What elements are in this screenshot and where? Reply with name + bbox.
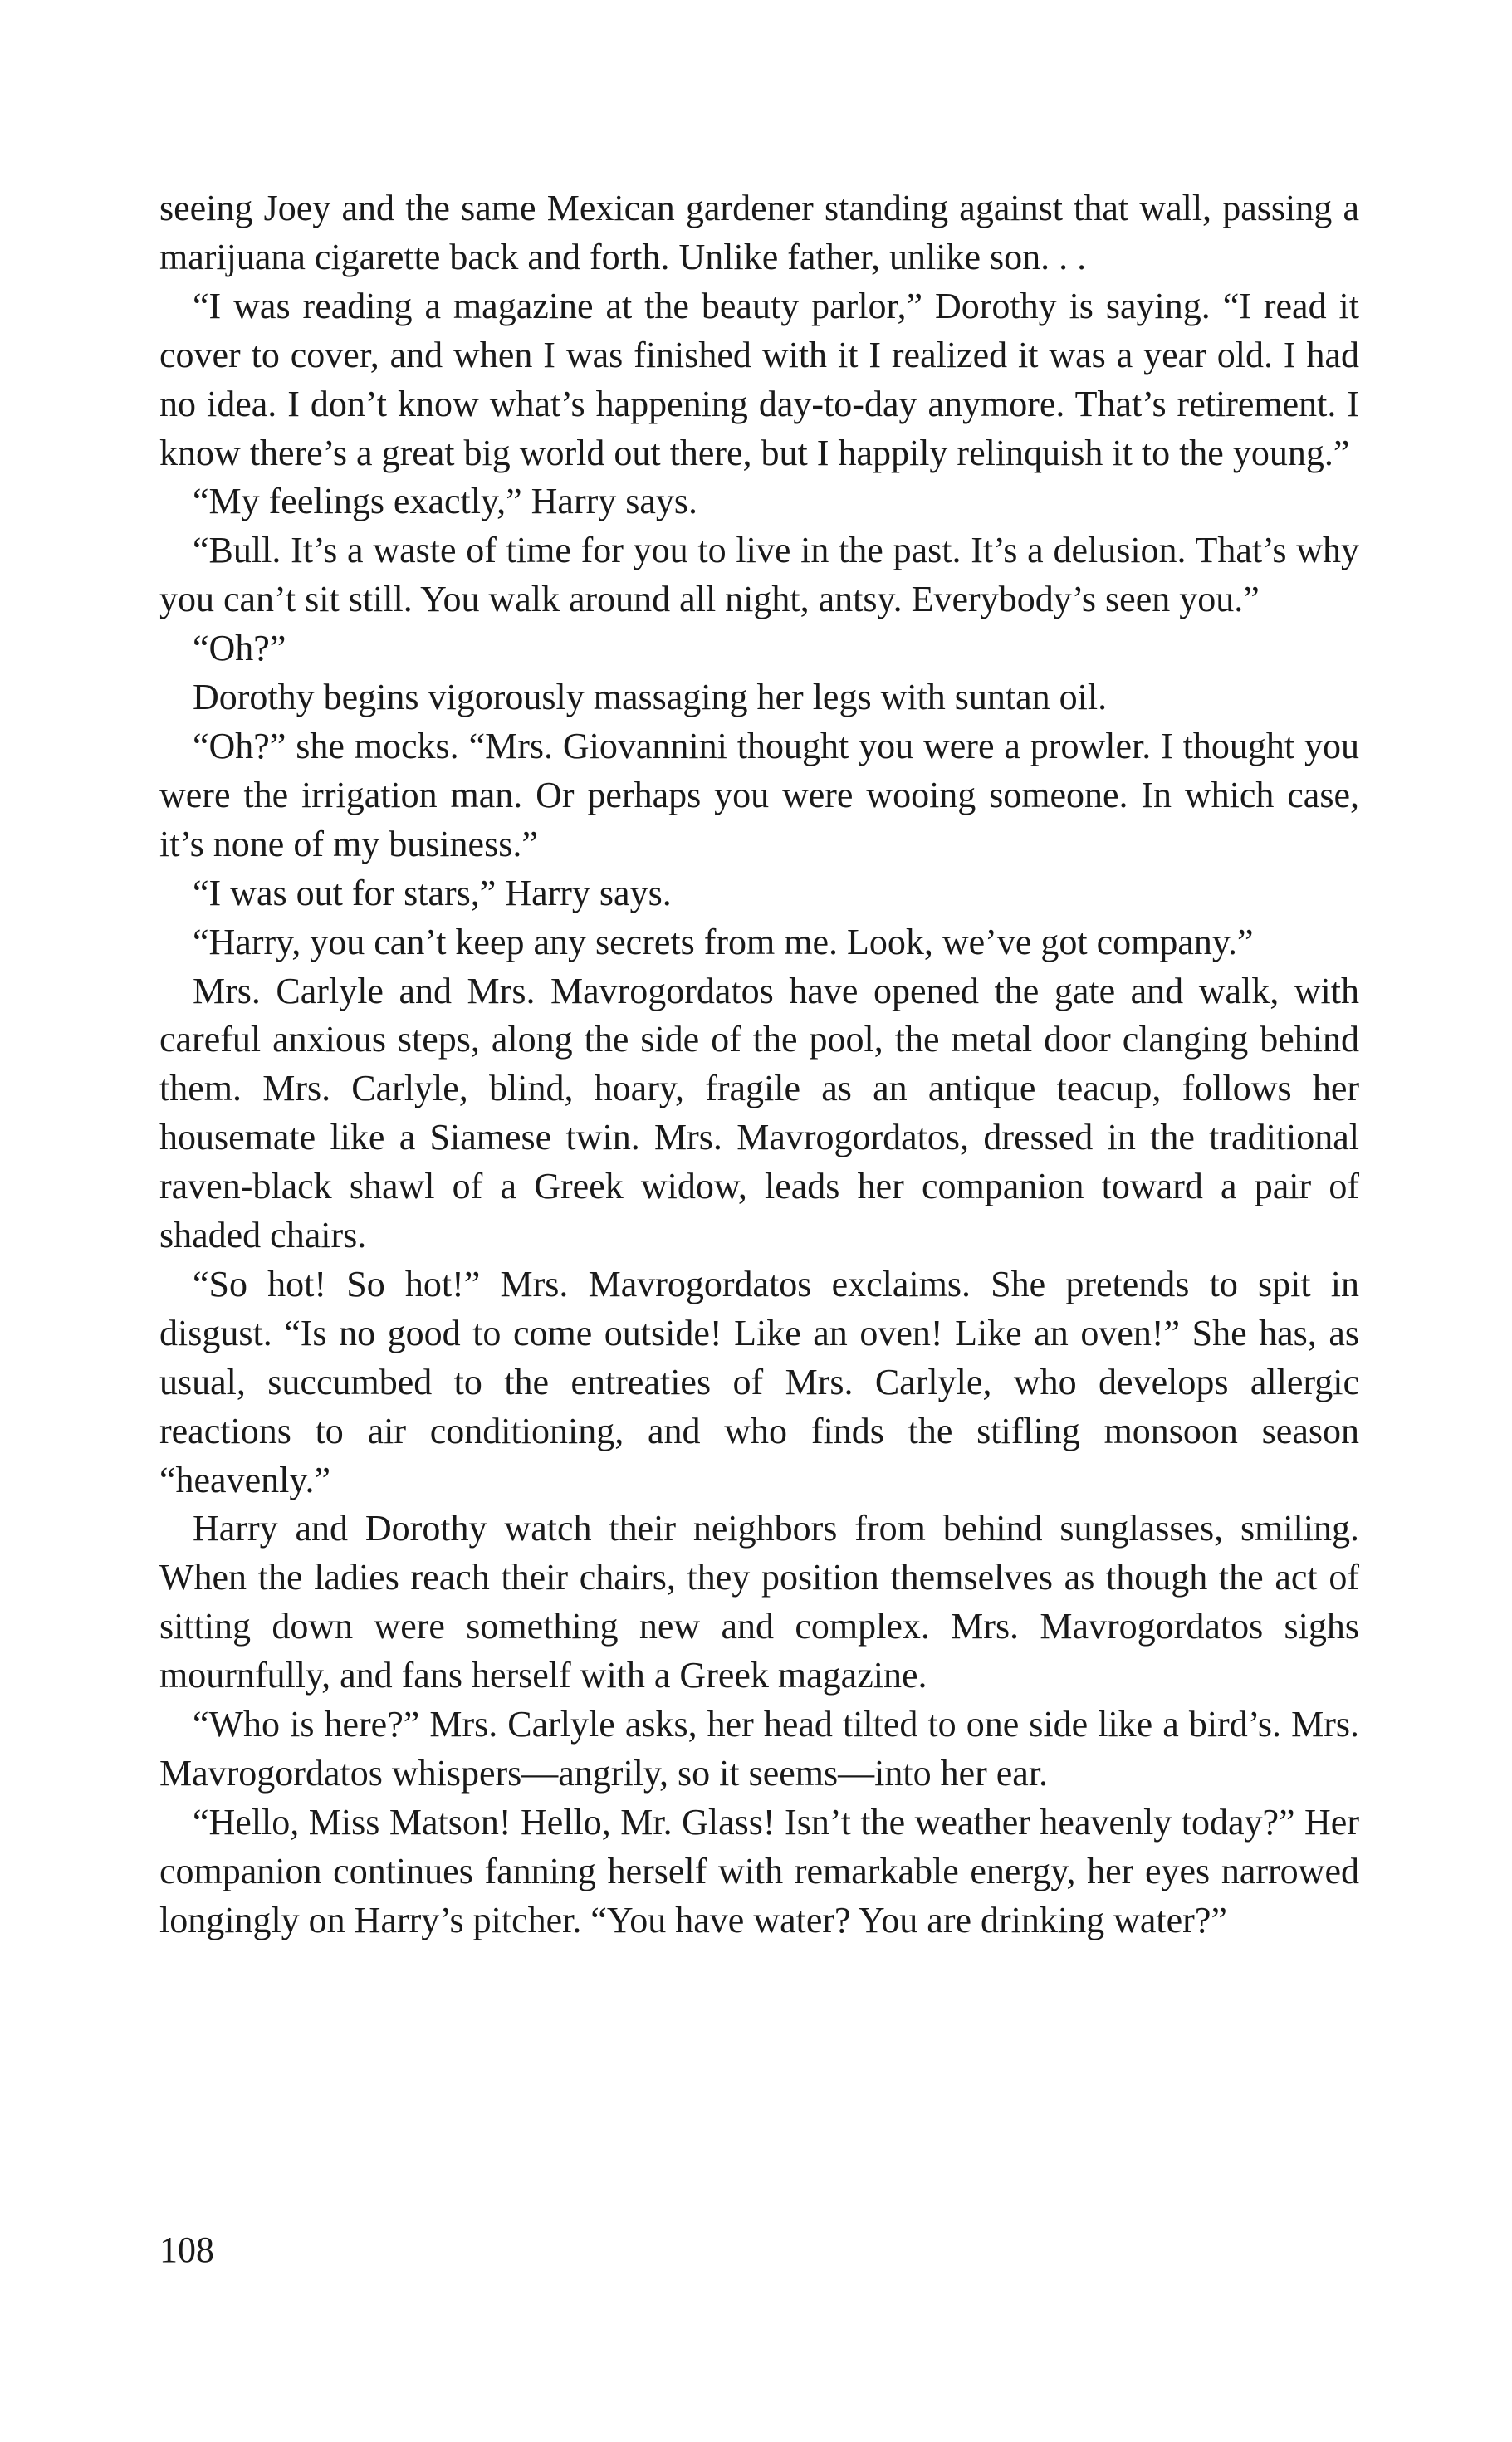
paragraph: “Who is here?” Mrs. Carlyle asks, her head tilted to one side like a bird’s. Mrs. Mavrogordatos whispers—angrily, so it seems—into her ear. <box>159 1704 1359 1794</box>
paragraph: “Oh?” she mocks. “Mrs. Giovannini thought you were a prowler. I thought you were the irrigation man. Or perhaps you were wooing someone. In which case, it’s none of my business.” <box>159 725 1359 864</box>
paragraph: “I was out for stars,” Harry says. <box>193 872 672 913</box>
paragraph: “Bull. It’s a waste of time for you to live in the past. It’s a delusion. That’s why you can’t sit still. You walk around all night, antsy. Everybody’s seen you.” <box>159 530 1359 620</box>
paragraph: “So hot! So hot!” Mrs. Mavrogordatos exclaims. She pretends to spit in disgust. “Is no good to come outside! Like an oven! Like an oven!” She has, as usual, succumbed to the entreaties of Mrs. Carlyle, who develops allergic reactions to air conditioning, and who finds the stifling monsoon season “heavenly.” <box>159 1263 1359 1500</box>
paragraph: Mrs. Carlyle and Mrs. Mavrogordatos have opened the gate and walk, with careful anxious steps, along the side of the pool, the metal door clanging behind them. Mrs. Carlyle, blind, hoary, fragile as an antique teacup, follows her housemate like a Siamese twin. Mrs. Mavrogordatos, dressed in the traditional raven-black shawl of a Greek widow, leads her companion toward a pair of shaded chairs. <box>159 970 1359 1256</box>
paragraph: “Hello, Miss Matson! Hello, Mr. Glass! Isn’t the weather heavenly today?” Her companion continues fanning herself with remarkable energy, her eyes narrowed longingly on Harry’s pitcher. “You have water? You are drinking water?” <box>159 1801 1359 1940</box>
paragraph: seeing Joey and the same Mexican gardener standing against that wall, passing a marijuana cigarette back and forth. Unlike father, unlike son. . . <box>159 188 1359 277</box>
paragraph: “I was reading a magazine at the beauty parlor,” Dorothy is saying. “I read it cover to cover, and when I was finished with it I realized it was a year old. I had no idea. I don’t know what’s happening day-to-day anymore. That’s retirement. I know there’s a great big world out there, but I happily relinquish it to the young.” <box>159 285 1359 473</box>
paragraph: “Harry, you can’t keep any secrets from me. Look, we’ve got company.” <box>193 921 1254 962</box>
body-text <box>159 184 1359 1945</box>
paragraph: “Oh?” <box>193 628 286 669</box>
paragraph: “My feelings exactly,” Harry says. <box>193 481 698 522</box>
paragraph: Dorothy begins vigorously massaging her legs with suntan oil. <box>193 677 1108 718</box>
page-number: 108 <box>159 2229 214 2270</box>
paragraph: Harry and Dorothy watch their neighbors from behind sunglasses, smiling. When the ladies reach their chairs, they position themselves as though the act of sitting down were something new and complex. Mrs. Mavrogordatos sighs mournfully, and fans herself with a Greek magazine. <box>159 1508 1359 1696</box>
